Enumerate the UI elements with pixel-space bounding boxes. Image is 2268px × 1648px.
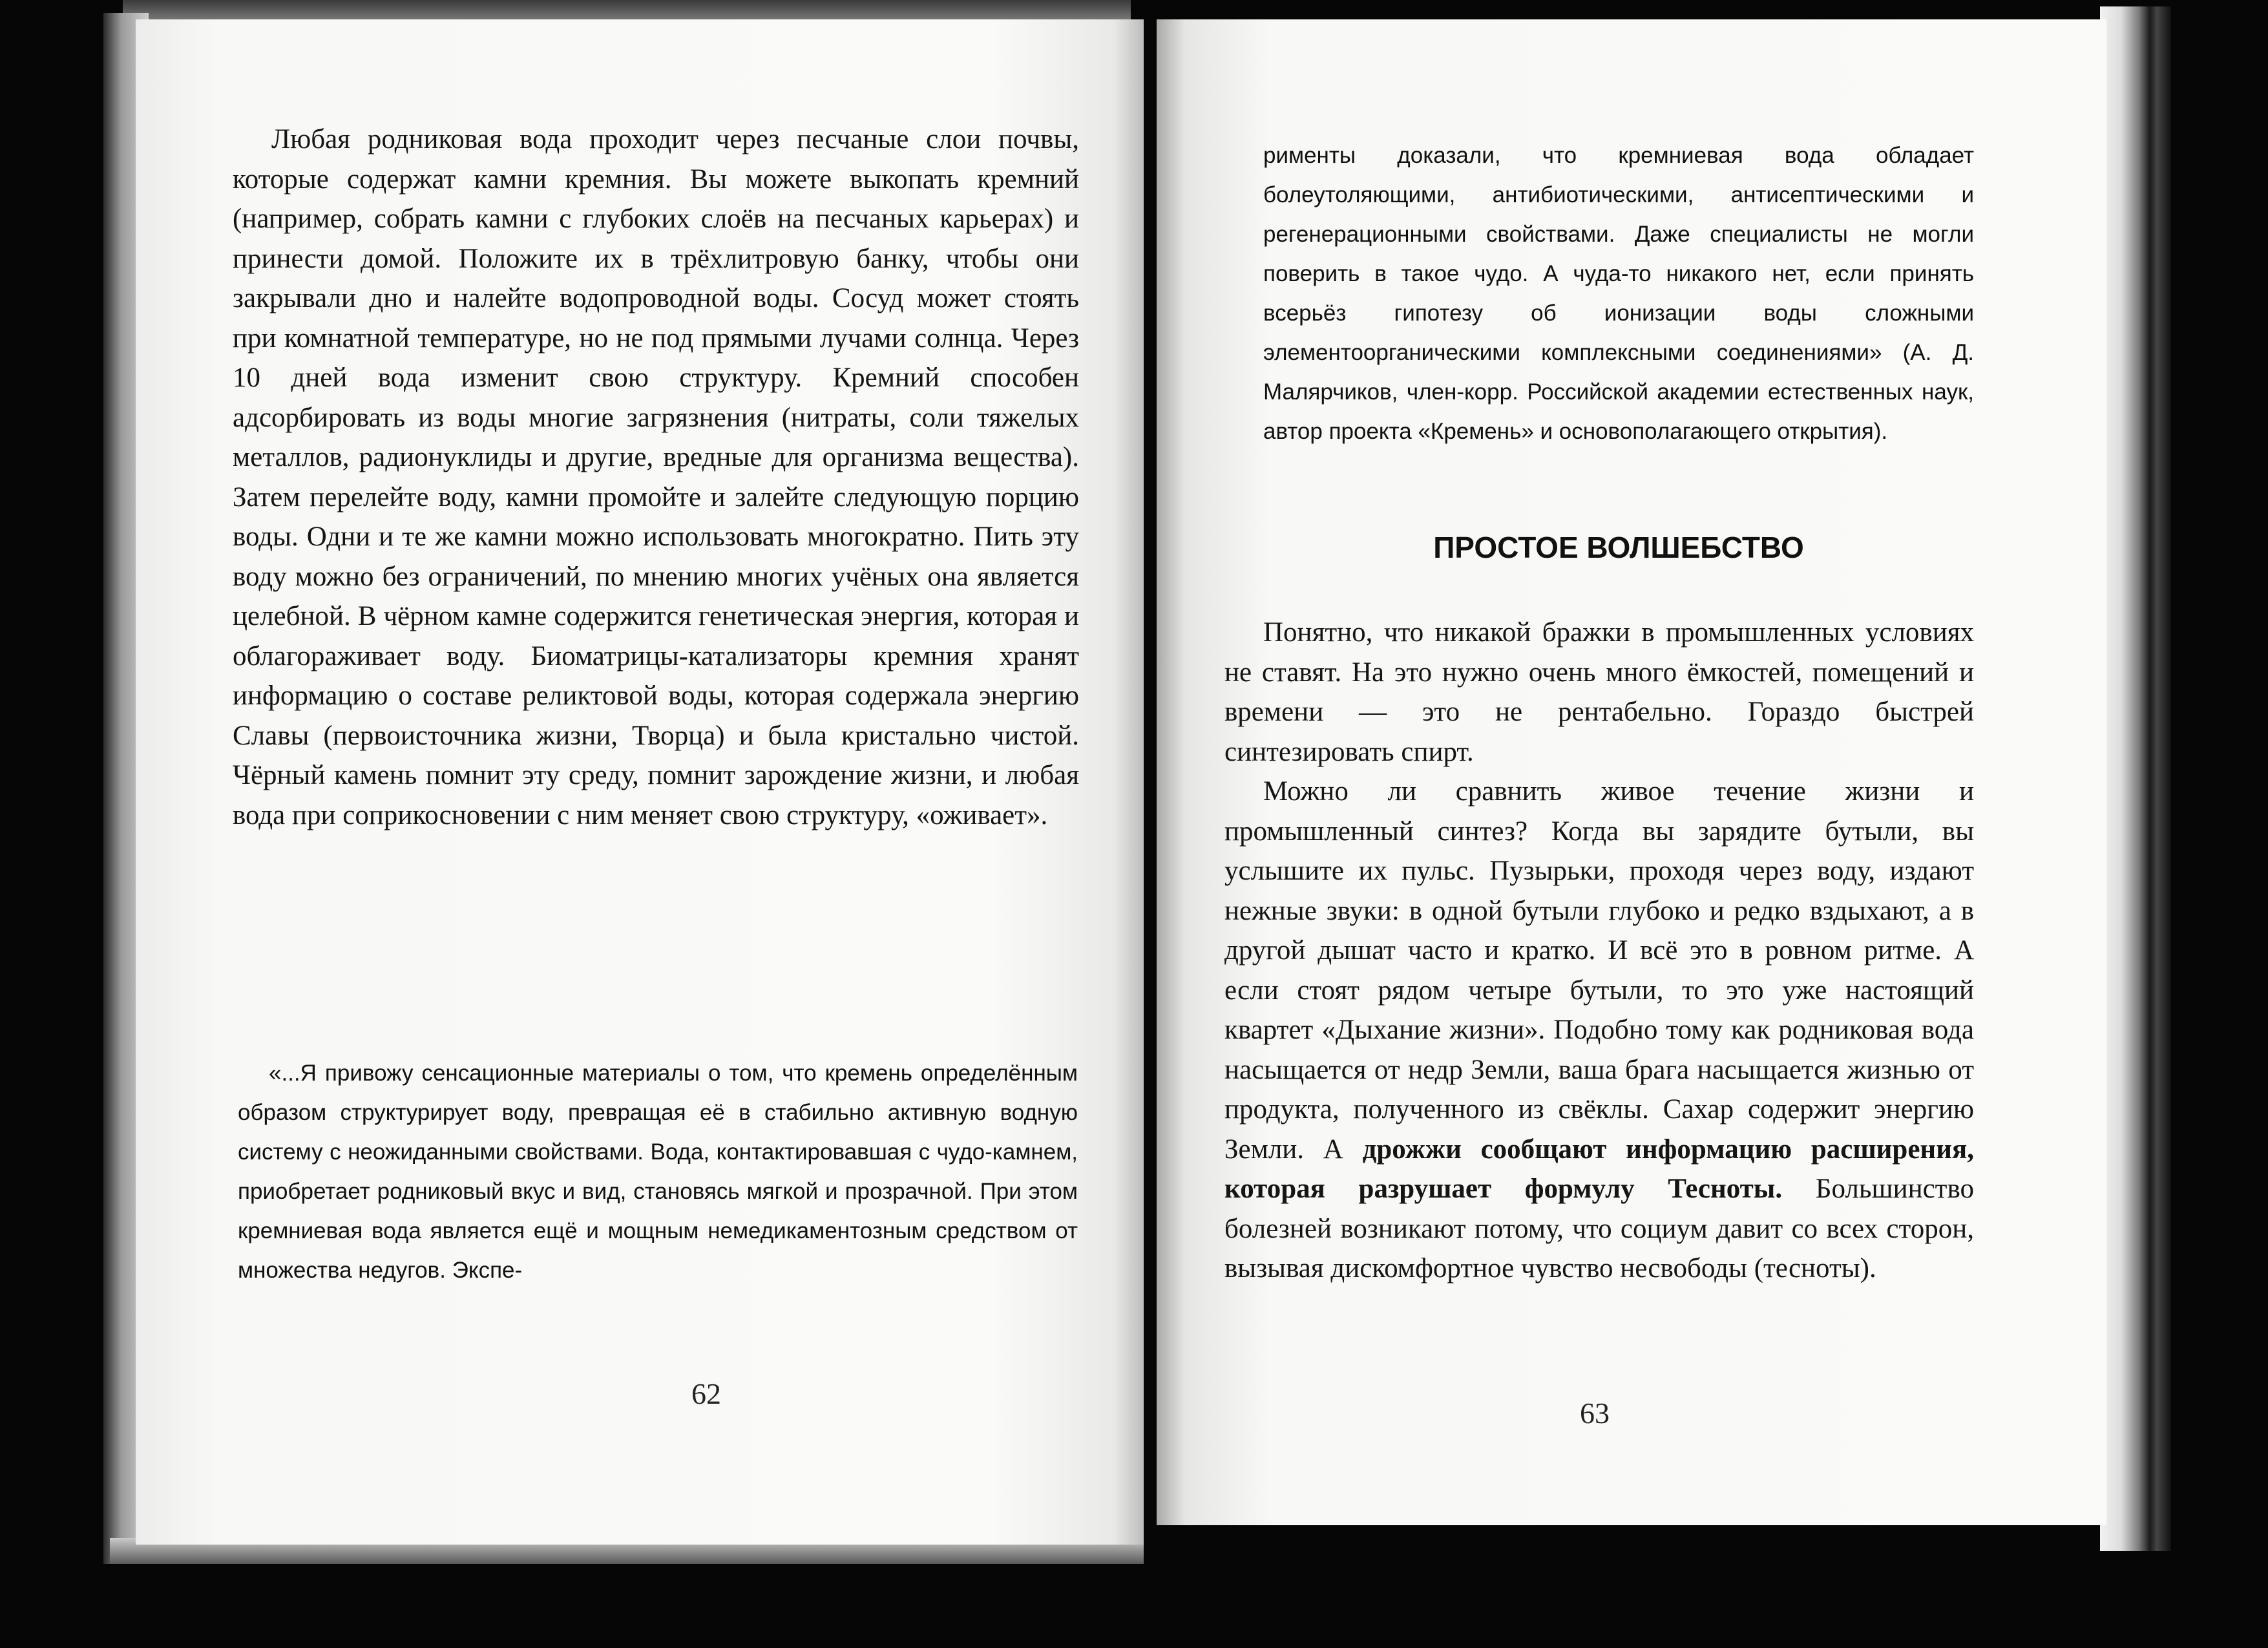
paragraph-2-bold: дрожжи сообщают информацию расширения, которая разрушает формулу Тесноты. — [1224, 1134, 1974, 1204]
page-stack-edge — [2100, 6, 2171, 1551]
quote-continuation: рименты доказали, что кремниевая вода обладает болеутоляющими, антибиотическими, антисептическими и регенерационными свойствами. Даже специалисты не могли поверить в такое чудо. А чуда-то никакого нет, если принять всерьёз гипотезу об ионизации воды сложными элементоорганическими комплексными соединениями» (А. Д. Малярчиков, член-корр. Российской академии естественных наук, автор проекта «Кремень» и основополагающего открытия). — [1263, 143, 1974, 444]
quote-text: «...Я привожу сенсационные материалы о том, что кремень определённым образом структурирует воду, превращая её в стабильно активную водную систему с неожиданными свойствами. Вода, контактировавшая с чудо-камнем, приобретает родниковый вкус и вид, становясь мягкой и прозрачной. При этом кремниевая вода является ещё и мощным немедикаментозным средством от множества недугов. Экспе- — [238, 1061, 1078, 1283]
right-paragraph-2 — [1224, 772, 1974, 1289]
left-page-body — [233, 120, 1079, 835]
paragraph-2-start: Можно ли сравнить живое течение жизни и промышленный синтез? Когда вы зарядите бутыли, вы услышите их пульс. Пузырьки, проходя через воду, издают нежные звуки: в одной бутыли глубоко и редко вздыхают, а в другой дышат часто и кратко. И всё это в ровном ритме. А если стоят рядом четыре бутыли, то это уже настоящий квартет «Дыхание жизни». Подобно тому как родниковая вода насыщается от недр Земли, ваша брага насыщается жизнью от продукта, полученного из свёклы. Сахар содержит энергию Земли. А — [1224, 776, 1974, 1165]
right-page-body — [1224, 613, 1974, 1289]
left-page-quote — [238, 1053, 1078, 1290]
page-number-left: 62 — [691, 1377, 721, 1410]
right-paragraph-1: Понятно, что никакой бражки в промышленных условиях не ставят. На это нужно очень много ёмкостей, помещений и времени — это не рентабельно. Гораздо быстрей синтезировать спирт. — [1224, 617, 1974, 767]
page-number-right: 63 — [1580, 1397, 1610, 1430]
paragraph-2-end: Большинство болезней возникают потому, что социум давит со всех сторон, вызывая дискомфортное чувство несвободы (тесноты). — [1224, 1174, 1974, 1284]
section-heading: ПРОСТОЕ ВОЛШЕБСТВО — [1433, 531, 1804, 564]
right-page-quote — [1263, 136, 1974, 451]
left-paragraph: Любая родниковая вода проходит через песчаные слои почвы, которые содержат камни кремния. Вы можете выкопать кремний (например, собрать камни с глубоких слоёв на песчаных карьерах) и принести домой. Положите их в трёхлитровую банку, чтобы они закрывали дно и налейте водопроводной воды. Сосуд может стоять при комнатной температуре, но не под прямыми лучами солнца. Через 10 дней вода изменит свою структуру. Кремний способен адсорбировать из воды многие загрязнения (нитраты, соли тяжелых металлов, радионуклиды и другие, вредные для организма вещества). Затем перелейте воду, камни промойте и залейте следующую порцию воды. Одни и те же камни можно использовать многократно. Пить эту воду можно без ограничений, по мнению многих учёных она является целебной. В чёрном камне содержится генетическая энергия, которая и облагораживает воду. Биоматрицы-катализаторы кремния хранят информацию о составе реликтовой воды, которая содержала энергию Славы (первоисточника жизни, Творца) и была кристально чистой. Чёрный камень помнит эту среду, помнит зарождение жизни, и любая вода при соприкосновении с ним меняет свою структуру, «оживает». — [233, 124, 1079, 830]
